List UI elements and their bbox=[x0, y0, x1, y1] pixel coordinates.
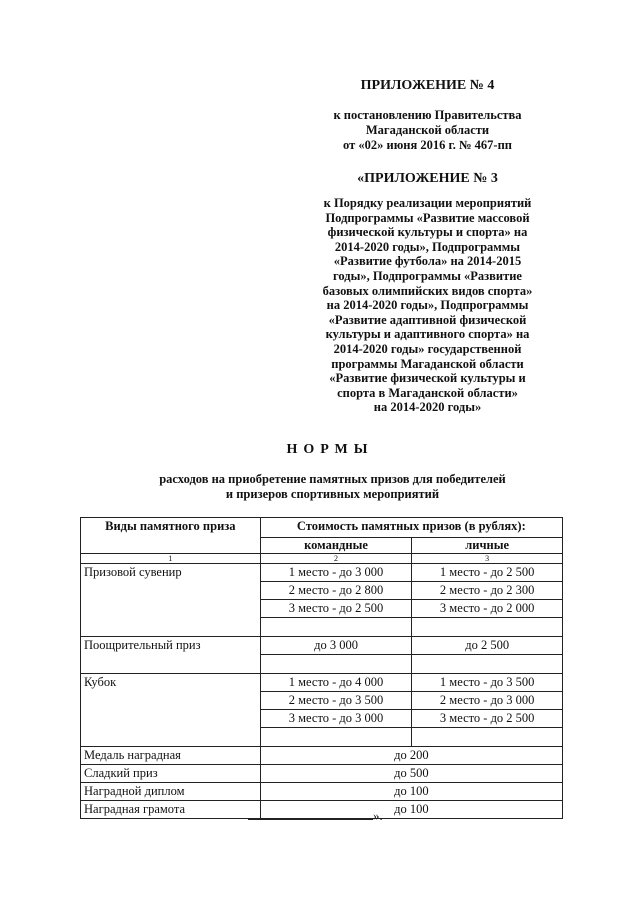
row-label-encouragement: Поощрительный приз bbox=[81, 637, 261, 674]
cell-personal: 3 место - до 2 500 bbox=[412, 710, 563, 728]
cell-personal: 3 место - до 2 000 bbox=[412, 600, 563, 618]
appendix-3-line: 2014-2020 годы», Подпрограммы bbox=[334, 239, 521, 254]
appendix-4-line: к постановлению Правительства bbox=[333, 108, 522, 122]
row-label-sweet-prize: Сладкий приз bbox=[81, 765, 261, 783]
cell-team: 3 место - до 3 000 bbox=[260, 710, 412, 728]
norms-subtitle bbox=[0, 472, 640, 502]
norms-title: НОРМЫ bbox=[286, 442, 374, 457]
header-personal: личные bbox=[412, 538, 563, 554]
cell-team: 3 место - до 2 500 bbox=[260, 600, 412, 618]
appendix-3-line: «Развитие футбола» на 2014-2015 bbox=[333, 254, 522, 269]
appendix-3-line: «Развитие адаптивной физической bbox=[328, 312, 527, 327]
cell-team: 2 место - до 2 800 bbox=[260, 582, 412, 600]
cell-empty bbox=[260, 655, 412, 674]
appendix-3-line: Подпрограммы «Развитие массовой bbox=[325, 210, 530, 225]
column-number: 3 bbox=[412, 554, 563, 564]
cell-empty bbox=[412, 618, 563, 637]
appendix-3-line: на 2014-2020 годы», Подпрограммы bbox=[326, 298, 529, 313]
column-number: 2 bbox=[260, 554, 412, 564]
closing-mark bbox=[248, 808, 383, 824]
appendix-4-line: Магаданской области bbox=[365, 123, 490, 137]
appendix-3-line: физической культуры и спорта» на bbox=[327, 225, 528, 240]
cell-empty bbox=[260, 618, 412, 637]
norms-subtitle-line: расходов на приобретение памятных призов для победителей bbox=[159, 472, 506, 486]
row-label-souvenir: Призовой сувенир bbox=[81, 564, 261, 637]
cell-value: до 100 bbox=[260, 783, 562, 801]
cell-personal: 2 место - до 2 300 bbox=[412, 582, 563, 600]
signature-line bbox=[248, 809, 373, 820]
appendix-3-line: 2014-2020 годы» государственной bbox=[333, 341, 522, 356]
row-label-diploma: Наградной диплом bbox=[81, 783, 261, 801]
row-label-certificate: Наградная грамота bbox=[81, 801, 261, 819]
appendix-4-title: ПРИЛОЖЕНИЕ № 4 bbox=[360, 78, 495, 93]
appendix-3-line: к Порядку реализации мероприятий bbox=[323, 196, 532, 210]
appendix-3-line: базовых олимпийских видов спорта» bbox=[322, 283, 533, 298]
appendix-3-line: на 2014-2020 годы» bbox=[373, 400, 482, 415]
appendix-3-line: спорта в Магаданской области» bbox=[337, 385, 518, 400]
cell-team: 1 место - до 3 000 bbox=[260, 564, 412, 582]
appendix-3-line: «Развитие физической культуры и bbox=[329, 371, 526, 386]
appendix-4-line: от «02» июня 2016 г. № 467-пп bbox=[343, 138, 512, 152]
cell-empty bbox=[412, 655, 563, 674]
header-prize-type: Виды памятного приза bbox=[81, 518, 261, 554]
appendix-3-line: культуры и адаптивного спорта» на bbox=[325, 327, 530, 342]
appendix-3-line: годы», Подпрограммы «Развитие bbox=[333, 268, 522, 283]
cell-team: до 3 000 bbox=[260, 637, 412, 655]
appendix-3-title: «ПРИЛОЖЕНИЕ № 3 bbox=[357, 171, 498, 186]
cell-empty bbox=[260, 728, 412, 747]
appendix-4-reference bbox=[300, 108, 555, 153]
cell-personal: до 2 500 bbox=[412, 637, 563, 655]
header-cost: Стоимость памятных призов (в рублях): bbox=[260, 518, 562, 538]
cell-value: до 100 bbox=[260, 801, 562, 819]
cell-team: 1 место - до 4 000 bbox=[260, 674, 412, 692]
cell-personal: 1 место - до 2 500 bbox=[412, 564, 563, 582]
appendix-3-line: программы Магаданской области bbox=[331, 356, 524, 371]
closing-quote: ». bbox=[373, 808, 383, 823]
cell-personal: 2 место - до 3 000 bbox=[412, 692, 563, 710]
column-number: 1 bbox=[81, 554, 261, 564]
cell-empty bbox=[412, 728, 563, 747]
cell-value: до 200 bbox=[260, 747, 562, 765]
header-team: командные bbox=[260, 538, 412, 554]
cell-team: 2 место - до 3 500 bbox=[260, 692, 412, 710]
norms-subtitle-line: и призеров спортивных мероприятий bbox=[225, 487, 440, 501]
cell-value: до 500 bbox=[260, 765, 562, 783]
cell-personal: 1 место - до 3 500 bbox=[412, 674, 563, 692]
prize-norms-table bbox=[80, 517, 563, 819]
appendix-3-reference bbox=[300, 196, 555, 415]
row-label-cup: Кубок bbox=[81, 674, 261, 747]
row-label-medal: Медаль наградная bbox=[81, 747, 261, 765]
